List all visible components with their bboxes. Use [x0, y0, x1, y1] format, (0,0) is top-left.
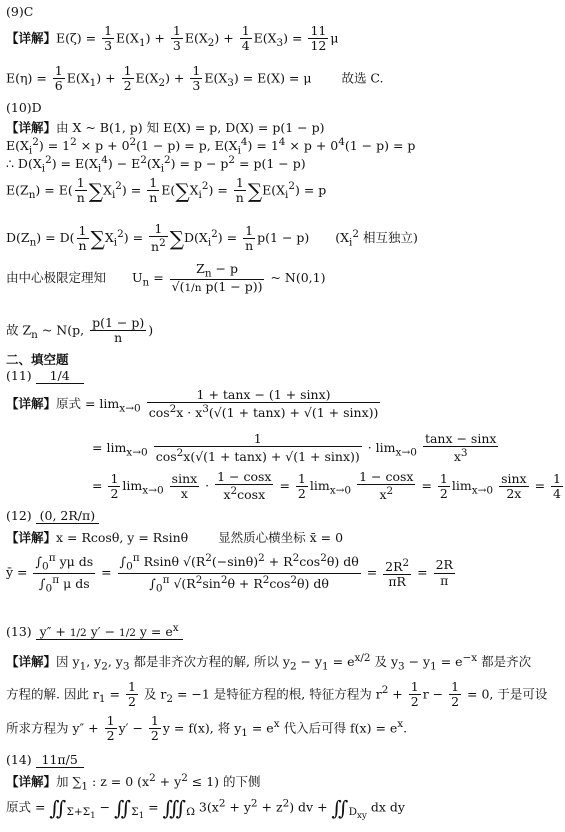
problem-14-line-2: 原式 = $∬_{\Sigma+\Sigma_1}$ − $∬_{\Sigma_1}$ = $∭_\Omega$ $3(x^2 + y^2 + z^2)$ dv + $∬_{D_{xy}}$ dx dy [6, 796, 405, 822]
problem-10-line-1: 【详解】由 X ~ B(1, p) 知 E(X) = p, D(X) = p(1 − p) [6, 120, 325, 135]
problem-9-line-2: E(η) = $\frac{1}{6}$ $E(X_1)$ + $\frac{1}{2}$ $E(X_2)$ + $\frac{1}{3}$ $E(X_3) = E(X) = \mu$ 故选 C. [6, 63, 384, 94]
section-heading: 二、填空题 [6, 352, 69, 367]
problem-10-line-4: $E(Z_n) = E$( $\frac{1}{n}$ $\sum X_i^2$) = $\frac{1}{n}$ $E(\sum X_i^2)$ = $\frac{1}{n}$ $\sum E(X_i^2) = p$ [6, 175, 327, 206]
problem-10-heading: (10)D [6, 100, 42, 115]
problem-11-line-3: = $\frac{1}{2}$ $\lim_{x\to 0}$ $\frac{\sin x}{x}$ · $\frac{1 - \cos x}{x^2\cos x}$ = $\frac{1}{2}$ $\lim_{x\to 0}$ $\frac{1 - \cos x}{x^2}$ = $\frac{1}{2}$ $\lim_{x\to 0}$ $\frac{\sin x}{2x}$ = $\frac{1}{4}$ [92, 469, 561, 503]
problem-13-line-2: 方程的解. 因此 $r_1$ = $\frac{1}{2}$ 及 $r_2 = -1$ 是特征方程的根, 特征方程为 $r^2$ + $\frac{1}{2}$ r − $\frac{1}{2}$ = 0, 于是可设 [6, 679, 548, 710]
problem-14-line-1: 【详解】加 $\sum_1$ : z = 0 $(x^2 + y^2 \le 1)$ 的下侧 [6, 772, 261, 793]
problem-9-heading: (9)C [6, 4, 34, 19]
problem-13-line-1: 【详解】因 $y_1$, $y_2$, $y_3$ 都是非齐次方程的解, 所以 $y_2 - y_1 = e^{x/2}$ 及 $y_3 - y_1 = e^{-x}$ 都是齐次 [6, 652, 532, 673]
problem-10-line-2: $E(X_i^2) = 1^2 \times p + 0^2(1 - p) = p$, $E(X_i^4) = 1^4 \times p + 0^4(1 - p) = p$ [6, 136, 416, 157]
problem-9-line-1: 【详解】E(ζ) = $\frac{1}{3}$ $E(X_1)$ + $\frac{1}{3}$ $E(X_2)$ + $\frac{1}{4}$ $E(X_3)$ = $\frac{11}{12}$ μ [6, 23, 339, 54]
problem-10-line-3: ∴ $D(X_i^2) = E(X_i^4) - E^2(X_i^2) = p - p^2 = p(1 - p)$ [6, 154, 306, 175]
problem-12-answer: (0, 2R/π) [36, 508, 99, 524]
problem-12-line-1: 【详解】x = Rcosθ, y = Rsinθ 显然质心横坐标 x̄ = 0 [6, 530, 344, 545]
problem-13-answer: y″ + 1/2 y′ − 1/2 $y = e^x$ [36, 622, 183, 640]
problem-12-heading: (12) (0, 2R/π) [6, 508, 99, 524]
problem-11-line-1: 【详解】原式 = $\lim_{x\to 0}$ $\frac{1 + \tan x - (1 + \sin x)}{\cos^2x \cdot x^3(√(1 + \tan x) + √(1 + \sin x))}$ [6, 387, 379, 421]
problem-14-heading: (14) 11π/5 [6, 752, 84, 768]
problem-10-line-6: 由中心极限定理知 $U_n$ = $\frac{Z_n - p}{\text{√(1/n p(1 − p))}}$ ~ N(0,1) [6, 261, 326, 295]
problem-13-line-3: 所求方程为 y″ + $\frac{1}{2}$ y′ − $\frac{1}{2}$ y = f(x), 将 $y_1 = e^x$ 代入后可得 $f(x) = e^x$. [6, 713, 408, 744]
problem-14-answer: 11π/5 [36, 752, 84, 768]
problem-11-heading: (11) 1/4 [6, 368, 84, 384]
problem-13-heading: (13) y″ + 1/2 y′ − 1/2 $y = e^x$ [6, 622, 183, 640]
problem-10-line-7: 故 $Z_n$ ~ N(p, $\frac{p(1 - p)}{n}$ ) [6, 315, 154, 346]
problem-12-line-2: ȳ = $\frac{\int_0^\pi y\mu ds}{\int_0^\pi \mu ds}$ = $\frac{\int_0^\pi Rsin\theta √(R^2(-\sin\theta)^2 + R^2\cos^2\theta) d\theta}{\int_0^\pi √(R^2\sin^2\theta + R^2\cos^2\theta) d\theta}$ = $\frac{2R^2}{\pi R}$ = $\frac{2R}{\pi}$ [6, 552, 453, 595]
problem-10-line-5: $D(Z_n) = D$( $\frac{1}{n}$ $\sum X_i^2$) = $\frac{1}{n^2}$ $\sum D(X_i^2)$ = $\frac{1}{n}$ p(1 − p) ($X_i^2$ 相互独立) [6, 221, 418, 255]
problem-11-answer: 1/4 [36, 368, 84, 384]
problem-11-line-2: = $\lim_{x\to 0}$ $\frac{1}{\cos^2x(√(1 + \tan x) + √(1 + \sin x))}$ · $\lim_{x\to 0}$ $\frac{\tan x - \sin x}{x^3}$ [92, 431, 497, 465]
